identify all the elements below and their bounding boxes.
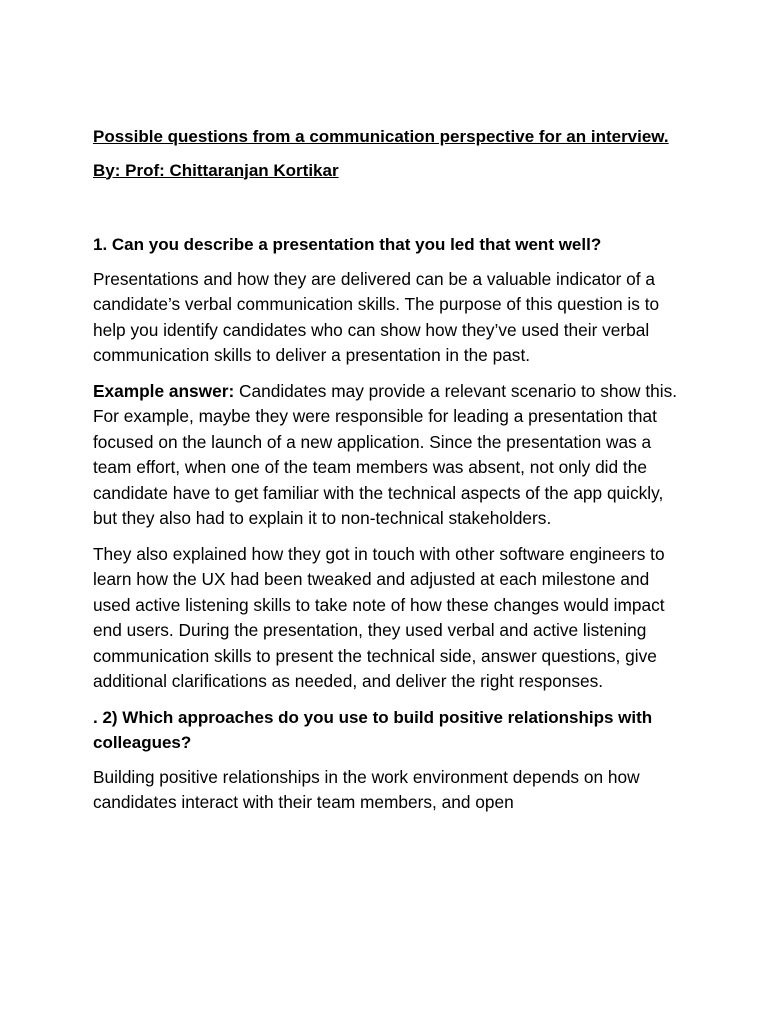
question-1-example-paragraph xyxy=(93,379,683,532)
question-1-paragraph-3: They also explained how they got in touch with other software engineers to learn how the UX had been tweaked and adjusted at each milestone and used active listening skills to take note of how these changes would impact end users. During the presentation, they used verbal and active listening communication skills to present the technical side, answer questions, give additional clarifications as needed, and deliver the right responses. xyxy=(93,543,665,691)
example-answer-label: Example answer: xyxy=(93,380,235,401)
question-2-paragraph-1: Building positive relationships in the work environment depends on how candidates interact with their team members, and open xyxy=(93,766,640,812)
document-author: By: Prof: Chittaranjan Kortikar xyxy=(93,160,339,180)
question-1-paragraph-1: Presentations and how they are delivered can be a valuable indicator of a candidate’s verbal communication skills. The purpose of this question is to help you identify candidates who can show how they’ve used their verbal communication skills to deliver a presentation in the past. xyxy=(93,268,660,365)
example-answer-text: Candidates may provide a relevant scenario to show this. For example, maybe they were responsible for leading a presentation that focused on the launch of a new application. Since the presentation was a team effort, when one of the team members was absent, not only did the candidate have to get familiar with the technical aspects of the app quickly, but they also had to explain it to non-technical stakeholders. xyxy=(93,380,678,528)
document-body xyxy=(93,124,683,826)
document-title: Possible questions from a communication perspective for an interview. xyxy=(93,127,669,146)
question-2-heading: . 2) Which approaches do you use to build positive relationships with colleagues? xyxy=(93,707,653,752)
question-1-heading: 1. Can you describe a presentation that you led that went well? xyxy=(93,235,602,254)
